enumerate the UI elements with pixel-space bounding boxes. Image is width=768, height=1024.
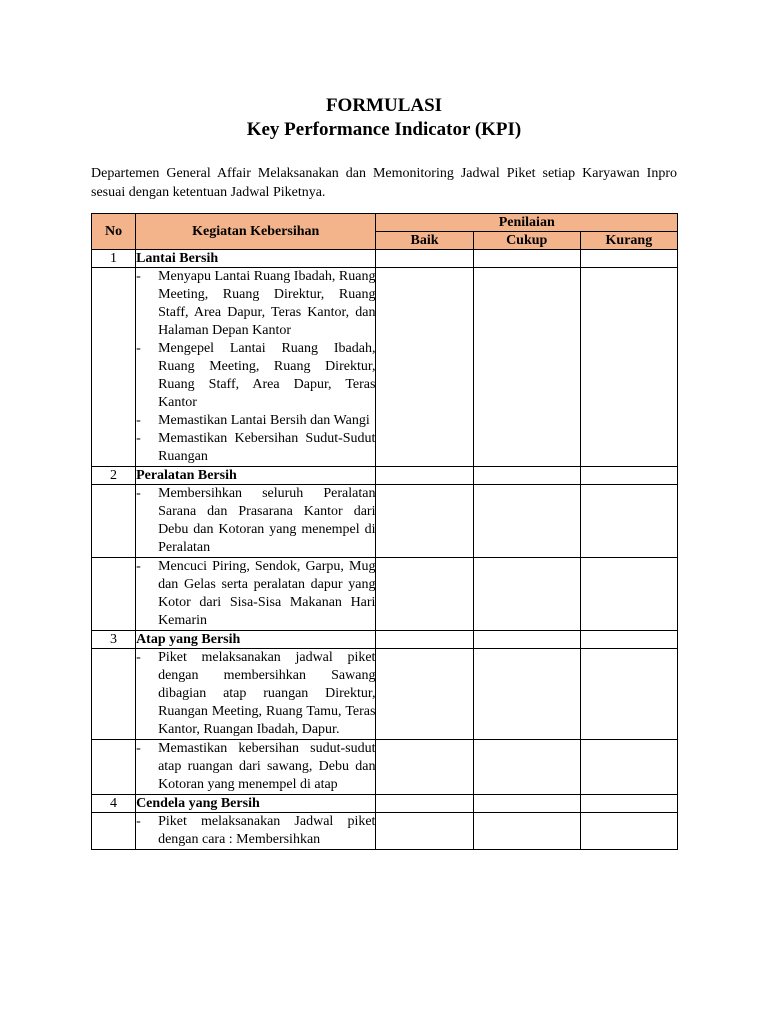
activity-text: Mencuci Piring, Sendok, Garpu, Mug dan Gelas serta peralatan dapur yang Kotor dari Sisa-Sisa Makanan Hari Kemarin <box>158 559 376 628</box>
activity-text: Memastikan Kebersihan Sudut-Sudut Ruangan <box>158 431 376 464</box>
score-cell-cukup[interactable] <box>473 558 580 631</box>
activity-row <box>92 740 678 795</box>
document-title: FORMULASI <box>325 95 443 116</box>
activity-item <box>136 813 375 849</box>
activity-row <box>92 649 678 740</box>
section-title: Atap yang Bersih <box>136 631 376 649</box>
activity-text: Membersihkan seluruh Peralatan Sarana dan Prasarana Kantor dari Debu dan Kotoran yang menempel di Peralatan <box>158 486 376 555</box>
score-cell-baik[interactable] <box>376 649 473 740</box>
header-kegiatan: Kegiatan Kebersihan <box>136 214 376 250</box>
score-cell-cukup[interactable] <box>473 250 580 268</box>
score-cell-cukup[interactable] <box>473 631 580 649</box>
section-row <box>92 467 678 485</box>
header-penilaian: Penilaian <box>376 214 678 232</box>
score-cell-cukup[interactable] <box>473 740 580 795</box>
activity-list <box>136 649 376 740</box>
activity-row <box>92 268 678 467</box>
activity-list <box>136 485 376 558</box>
bullet-dash: - <box>136 431 141 446</box>
header-kurang: Kurang <box>580 232 677 250</box>
score-cell-cukup[interactable] <box>473 485 580 558</box>
section-number: 3 <box>92 631 136 649</box>
activity-list <box>136 558 376 631</box>
activity-list <box>136 740 376 795</box>
activity-text: Mengepel Lantai Ruang Ibadah, Ruang Meeting, Ruang Direktur, Ruang Staff, Area Dapur, Teras Kantor <box>158 341 376 410</box>
bullet-dash: - <box>136 269 141 284</box>
document-subtitle: Key Performance Indicator (KPI) <box>246 119 522 140</box>
activity-item <box>136 649 375 739</box>
score-cell-kurang[interactable] <box>580 631 677 649</box>
activity-list <box>136 268 376 467</box>
score-cell-kurang[interactable] <box>580 813 677 850</box>
activity-item <box>136 430 375 466</box>
empty-number-cell <box>92 485 136 558</box>
score-cell-baik[interactable] <box>376 813 473 850</box>
section-number: 2 <box>92 467 136 485</box>
score-cell-baik[interactable] <box>376 795 473 813</box>
section-title: Cendela yang Bersih <box>136 795 376 813</box>
activity-text: Menyapu Lantai Ruang Ibadah, Ruang Meeting, Ruang Direktur, Ruang Staff, Area Dapur, Teras Kantor, dan Halaman Depan Kantor <box>158 269 376 338</box>
score-cell-kurang[interactable] <box>580 740 677 795</box>
score-cell-kurang[interactable] <box>580 795 677 813</box>
activity-item <box>136 485 375 557</box>
section-number: 4 <box>92 795 136 813</box>
bullet-dash: - <box>136 413 141 428</box>
score-cell-kurang[interactable] <box>580 268 677 467</box>
score-cell-cukup[interactable] <box>473 467 580 485</box>
section-title: Peralatan Bersih <box>136 467 376 485</box>
activity-text: Piket melaksanakan Jadwal piket dengan cara : Membersihkan <box>158 814 376 847</box>
score-cell-cukup[interactable] <box>473 813 580 850</box>
kpi-table-body <box>92 250 678 850</box>
header-baik: Baik <box>376 232 473 250</box>
bullet-dash: - <box>136 741 141 756</box>
empty-number-cell <box>92 813 136 850</box>
bullet-dash: - <box>136 341 141 356</box>
score-cell-baik[interactable] <box>376 558 473 631</box>
activity-item <box>136 740 375 794</box>
section-row <box>92 631 678 649</box>
activity-item <box>136 558 375 630</box>
activity-row <box>92 813 678 850</box>
score-cell-baik[interactable] <box>376 631 473 649</box>
bullet-dash: - <box>136 650 141 665</box>
section-row <box>92 250 678 268</box>
empty-number-cell <box>92 268 136 467</box>
score-cell-kurang[interactable] <box>580 485 677 558</box>
empty-number-cell <box>92 740 136 795</box>
intro-paragraph: Departemen General Affair Melaksanakan dan Memonitoring Jadwal Piket setiap Karyawan Inpro sesuai dengan ketentuan Jadwal Piketnya. <box>91 166 677 200</box>
activity-row <box>92 485 678 558</box>
activity-item <box>136 412 375 430</box>
activity-text: Memastikan kebersihan sudut-sudut atap ruangan dari sawang, Debu dan Kotoran yang menempel di atap <box>158 741 376 792</box>
section-title: Lantai Bersih <box>136 250 376 268</box>
section-number: 1 <box>92 250 136 268</box>
activity-list <box>136 813 376 850</box>
bullet-dash: - <box>136 486 141 501</box>
score-cell-kurang[interactable] <box>580 649 677 740</box>
empty-number-cell <box>92 558 136 631</box>
activity-text: Piket melaksanakan jadwal piket dengan membersihkan Sawang dibagian atap ruangan Direktur, Ruangan Meeting, Ruang Tamu, Teras Kantor, Ruangan Ibadah, Dapur. <box>158 650 376 737</box>
bullet-dash: - <box>136 814 141 829</box>
header-cukup: Cukup <box>473 232 580 250</box>
header-no: No <box>92 214 136 250</box>
section-row <box>92 795 678 813</box>
score-cell-cukup[interactable] <box>473 649 580 740</box>
activity-row <box>92 558 678 631</box>
score-cell-baik[interactable] <box>376 485 473 558</box>
score-cell-cukup[interactable] <box>473 795 580 813</box>
score-cell-baik[interactable] <box>376 268 473 467</box>
score-cell-baik[interactable] <box>376 467 473 485</box>
score-cell-baik[interactable] <box>376 740 473 795</box>
activity-text: Memastikan Lantai Bersih dan Wangi <box>158 413 370 428</box>
kpi-table <box>91 213 678 850</box>
score-cell-baik[interactable] <box>376 250 473 268</box>
activity-item <box>136 268 375 340</box>
score-cell-kurang[interactable] <box>580 250 677 268</box>
score-cell-cukup[interactable] <box>473 268 580 467</box>
bullet-dash: - <box>136 559 141 574</box>
score-cell-kurang[interactable] <box>580 558 677 631</box>
activity-item <box>136 340 375 412</box>
score-cell-kurang[interactable] <box>580 467 677 485</box>
empty-number-cell <box>92 649 136 740</box>
